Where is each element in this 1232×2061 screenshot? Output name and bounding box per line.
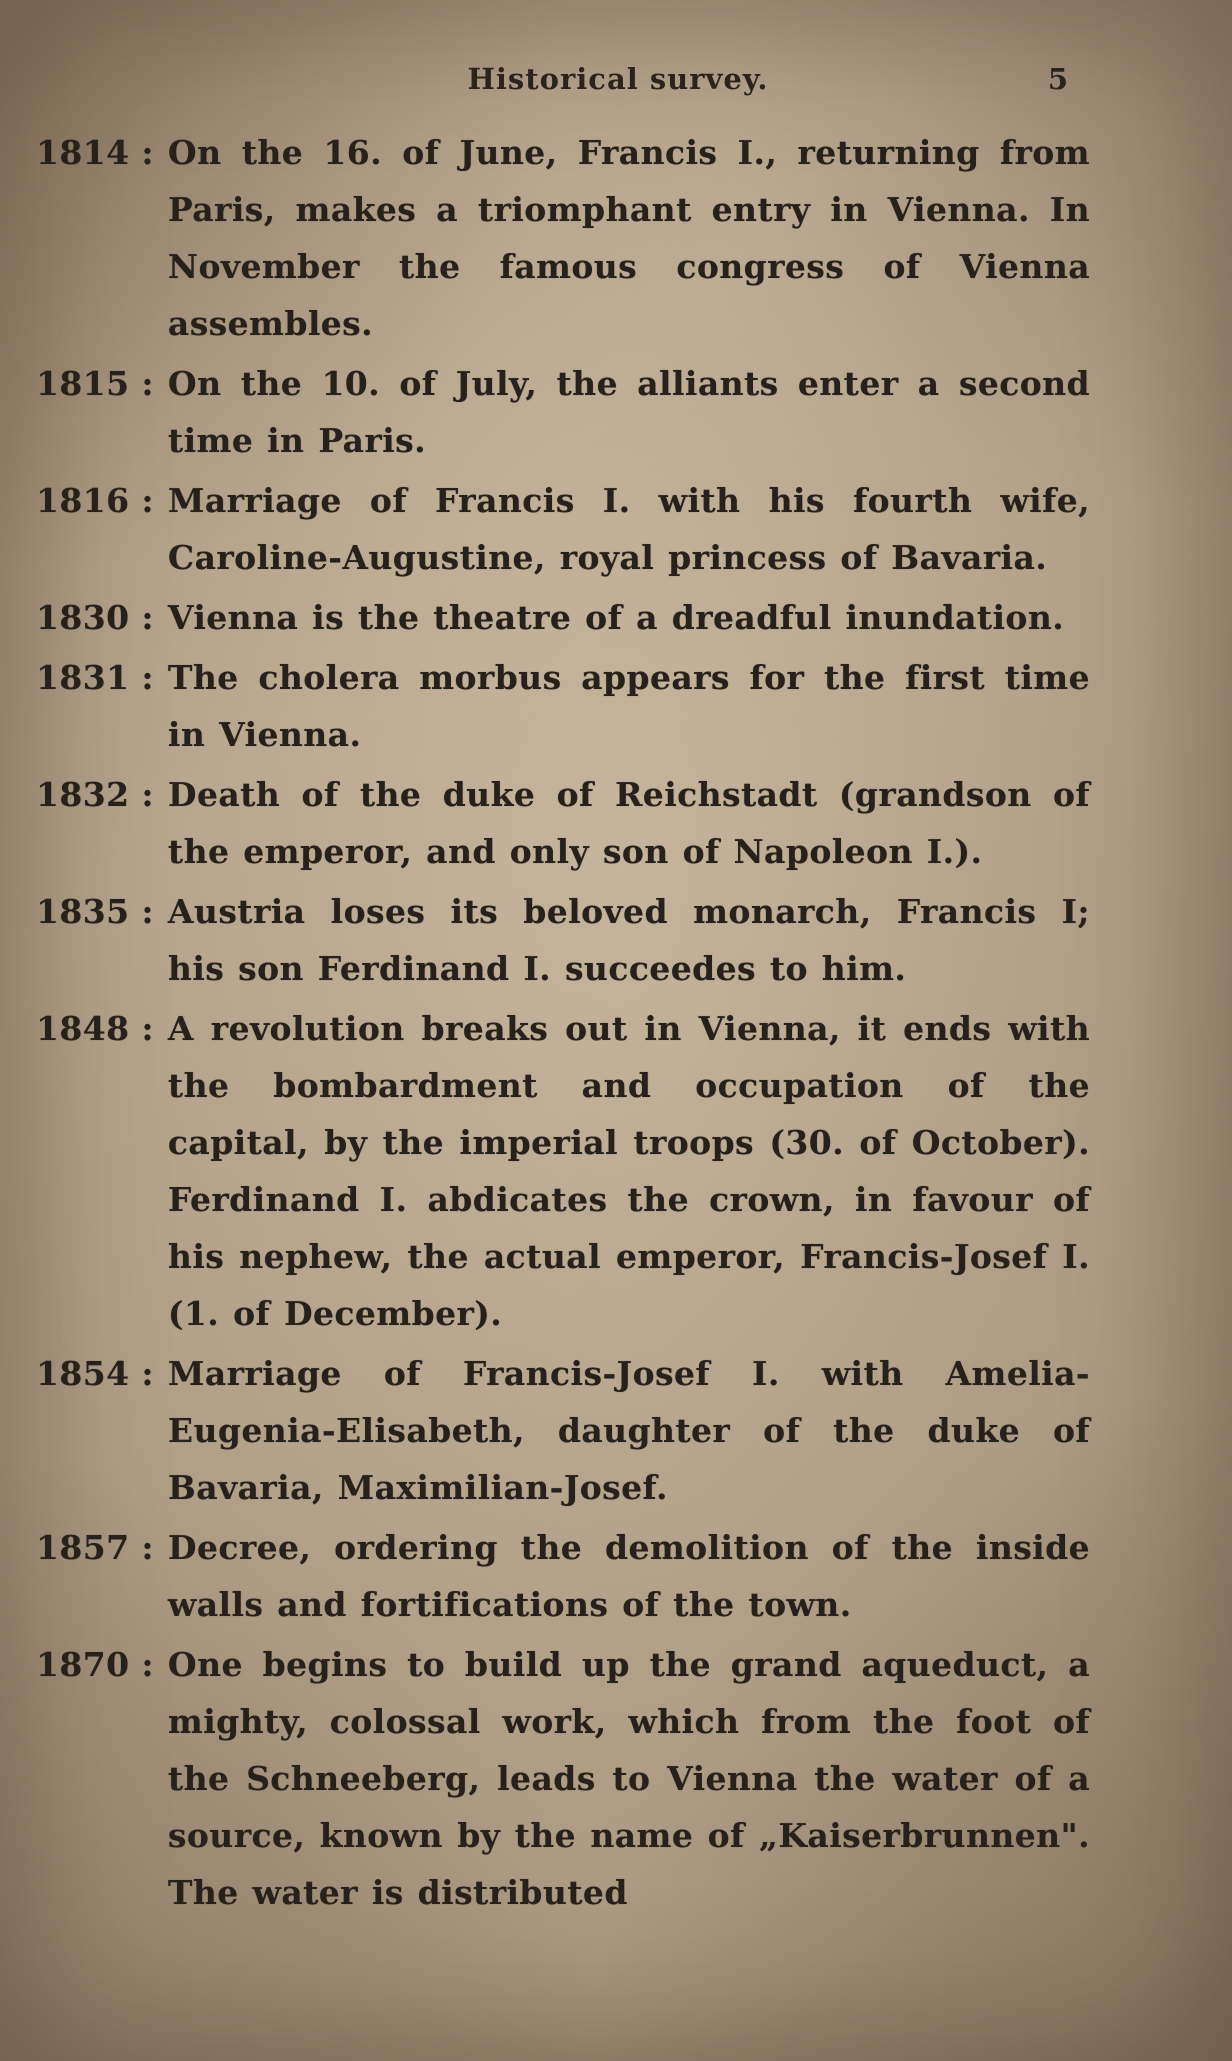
timeline-entry	[36, 355, 1090, 469]
entry-text: Vienna is the theatre of a dreadful inundation.	[167, 598, 1065, 637]
entry-text: A revolution breaks out in Vienna, it ends with the bombardment and occupation of the capital, by the imperial troops (30. of October). Ferdinand I. abdicates the crown, in favour of his nephew, the actual emperor, Francis-Josef I. (1. of December).	[167, 1009, 1090, 1333]
page-number: 5	[1047, 62, 1068, 96]
entry-text: Marriage of Francis I. with his fourth wife, Caroline-Augustine, royal princess of Bavaria.	[167, 481, 1090, 577]
timeline-entry	[36, 1345, 1090, 1516]
timeline-entry	[36, 1519, 1090, 1633]
timeline-entry	[36, 589, 1090, 646]
entry-year: 1854 :	[36, 1354, 154, 1393]
entry-text: On the 16. of June, Francis I., returning from Paris, makes a triomphant entry in Vienna. In November the famous congress of Vienna assembles.	[167, 133, 1090, 343]
timeline-entry	[36, 472, 1090, 586]
historical-timeline	[36, 124, 1090, 1921]
entry-text: The cholera morbus appears for the first time in Vienna.	[167, 658, 1090, 754]
timeline-entry	[36, 883, 1090, 997]
page-title: Historical survey.	[467, 62, 769, 96]
timeline-entry	[36, 649, 1090, 763]
entry-text: Death of the duke of Reichstadt (grandson of the emperor, and only son of Napoleon I.).	[167, 775, 1090, 871]
entry-text: On the 10. of July, the alliants enter a second time in Paris.	[167, 364, 1090, 460]
entry-year: 1831 :	[36, 658, 154, 697]
entry-year: 1848 :	[36, 1009, 154, 1048]
entry-year: 1857 :	[36, 1528, 154, 1567]
entry-year: 1816 :	[36, 481, 154, 520]
timeline-entry	[36, 766, 1090, 880]
timeline-entry	[36, 1636, 1090, 1921]
entry-year: 1830 :	[36, 598, 154, 637]
entry-text: Decree, ordering the demolition of the inside walls and fortifications of the town.	[167, 1528, 1090, 1624]
page-header	[36, 62, 1090, 114]
entry-year: 1814 :	[36, 133, 154, 172]
timeline-entry	[36, 1000, 1090, 1342]
entry-text: Marriage of Francis-Josef I. with Amelia-Eugenia-Elisabeth, daughter of the duke of Bavaria, Maximilian-Josef.	[167, 1354, 1090, 1507]
entry-text: One begins to build up the grand aqueduct, a mighty, colossal work, which from the foot of the Schneeberg, leads to Vienna the water of a source, known by the name of „Kaiserbrunnen". The water is distributed	[167, 1645, 1090, 1912]
entry-year: 1835 :	[36, 892, 154, 931]
entry-text: Austria loses its beloved monarch, Francis I; his son Ferdinand I. succeedes to him.	[167, 892, 1090, 988]
entry-year: 1870 :	[36, 1645, 154, 1684]
timeline-entry	[36, 124, 1090, 352]
entry-year: 1832 :	[36, 775, 154, 814]
entry-year: 1815 :	[36, 364, 154, 403]
